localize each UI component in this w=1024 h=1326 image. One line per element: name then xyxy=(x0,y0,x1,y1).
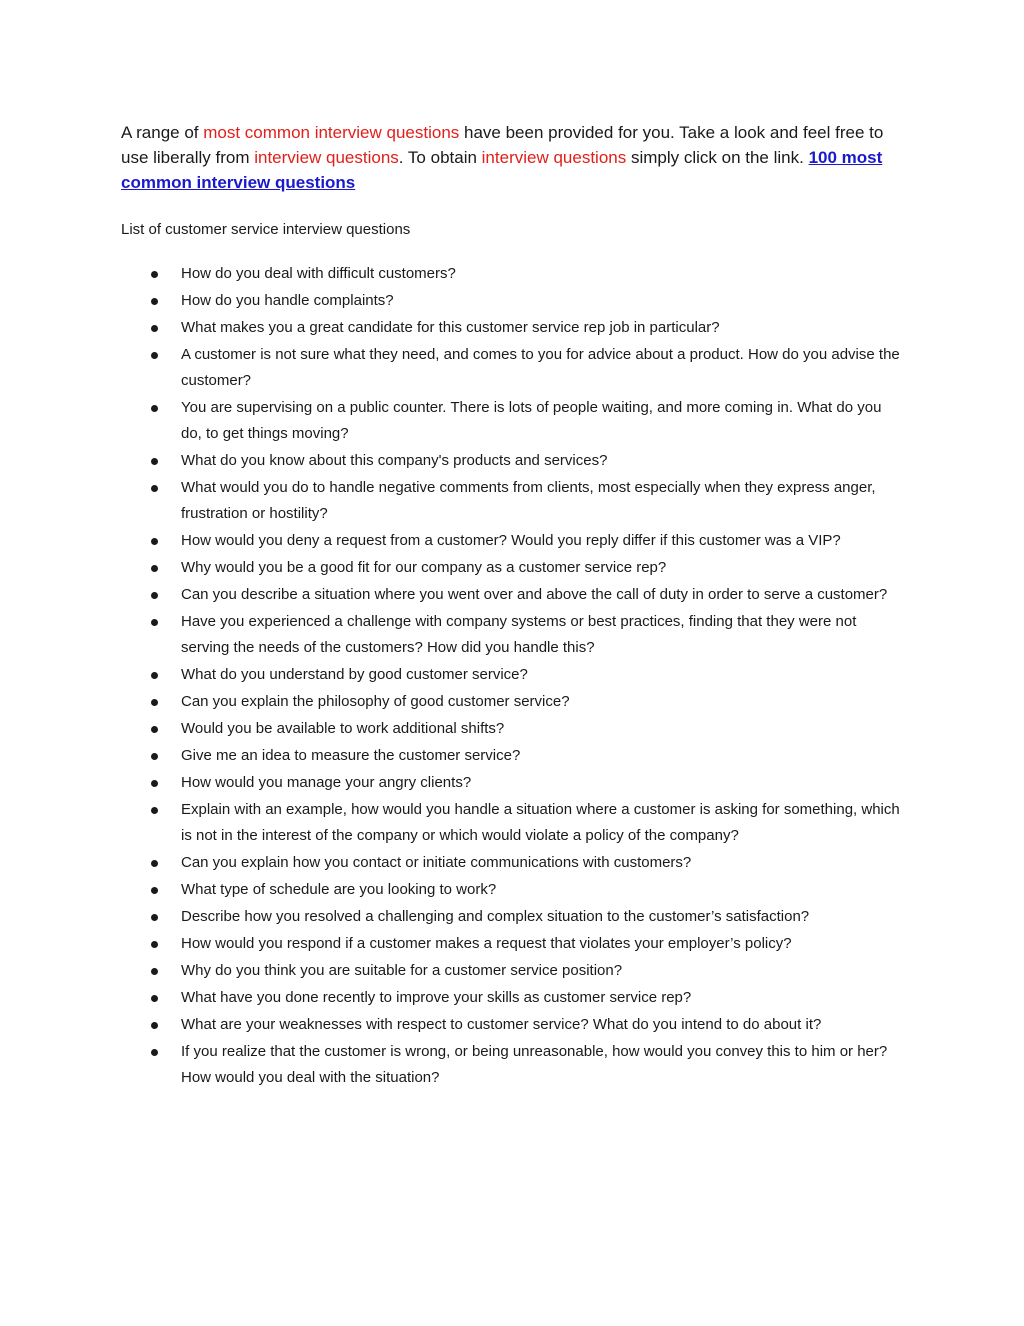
question-item xyxy=(121,662,901,688)
question-item xyxy=(121,342,901,394)
intro-highlight-3: interview questions xyxy=(481,148,627,167)
question-text: Would you be available to work additional shifts? xyxy=(181,720,505,737)
bullet-icon xyxy=(151,860,158,867)
document-content xyxy=(121,120,901,1092)
question-text: Can you explain the philosophy of good customer service? xyxy=(181,693,570,710)
question-item xyxy=(121,743,901,769)
intro-text-1: A range of xyxy=(121,123,204,142)
bullet-icon xyxy=(151,405,158,412)
question-item xyxy=(121,689,901,715)
questions-list xyxy=(121,261,901,1091)
bullet-icon xyxy=(151,271,158,278)
question-text: If you realize that the customer is wrong, or being unreasonable, how would you convey this to him or her? How would you deal with the situation? xyxy=(181,1043,888,1086)
question-item xyxy=(121,395,901,447)
bullet-icon xyxy=(151,995,158,1002)
question-item xyxy=(121,315,901,341)
question-item xyxy=(121,555,901,581)
question-text: What makes you a great candidate for this customer service rep job in particular? xyxy=(181,319,720,336)
bullet-icon xyxy=(151,298,158,305)
bullet-icon xyxy=(151,887,158,894)
question-item xyxy=(121,904,901,930)
intro-paragraph xyxy=(121,120,901,195)
question-item xyxy=(121,985,901,1011)
question-text: Explain with an example, how would you handle a situation where a customer is asking for something, which is not in the interest of the company or which would violate a policy of the company? xyxy=(181,801,900,844)
intro-text-4: simply click on the link. xyxy=(626,148,809,167)
question-item xyxy=(121,797,901,849)
bullet-icon xyxy=(151,565,158,572)
bullet-icon xyxy=(151,672,158,679)
question-text: Give me an idea to measure the customer service? xyxy=(181,747,521,764)
question-text: You are supervising on a public counter. There is lots of people waiting, and more coming in. What do you do, to get things moving? xyxy=(181,399,882,442)
question-item xyxy=(121,261,901,287)
question-item xyxy=(121,716,901,742)
intro-highlight-2: interview questions xyxy=(254,148,399,167)
question-text: How do you handle complaints? xyxy=(181,292,394,309)
bullet-icon xyxy=(151,807,158,814)
intro-text-2: have been provided for you. Take a look and feel free to use liberally from xyxy=(121,123,884,167)
question-text: How would you manage your angry clients? xyxy=(181,774,472,791)
bullet-icon xyxy=(151,780,158,787)
question-item xyxy=(121,528,901,554)
question-text: Describe how you resolved a challenging and complex situation to the customer’s satisfaction? xyxy=(181,908,810,925)
question-text: Can you explain how you contact or initiate communications with customers? xyxy=(181,854,692,871)
question-text: Can you describe a situation where you went over and above the call of duty in order to serve a customer? xyxy=(181,586,888,603)
question-text: What have you done recently to improve your skills as customer service rep? xyxy=(181,989,692,1006)
question-text: How would you respond if a customer makes a request that violates your employer’s policy? xyxy=(181,935,792,952)
question-text: What are your weaknesses with respect to customer service? What do you intend to do about it? xyxy=(181,1016,822,1033)
bullet-icon xyxy=(151,352,158,359)
bullet-icon xyxy=(151,458,158,465)
question-item xyxy=(121,475,901,527)
question-text: A customer is not sure what they need, and comes to you for advice about a product. How do you advise the customer? xyxy=(181,346,900,389)
question-text: How do you deal with difficult customers? xyxy=(181,265,456,282)
bullet-icon xyxy=(151,1049,158,1056)
bullet-icon xyxy=(151,699,158,706)
question-item xyxy=(121,877,901,903)
question-text: Why would you be a good fit for our company as a customer service rep? xyxy=(181,559,667,576)
bullet-icon xyxy=(151,485,158,492)
bullet-icon xyxy=(151,753,158,760)
question-item xyxy=(121,931,901,957)
question-text: Have you experienced a challenge with company systems or best practices, finding that they were not serving the needs of the customers? How did you handle this? xyxy=(181,613,857,656)
question-item xyxy=(121,1012,901,1038)
question-item xyxy=(121,582,901,608)
bullet-icon xyxy=(151,592,158,599)
question-item xyxy=(121,1039,901,1091)
question-item xyxy=(121,958,901,984)
question-item xyxy=(121,770,901,796)
bullet-icon xyxy=(151,325,158,332)
question-item xyxy=(121,609,901,661)
question-text: What type of schedule are you looking to work? xyxy=(181,881,497,898)
bullet-icon xyxy=(151,941,158,948)
list-title: List of customer service interview questions xyxy=(121,221,411,238)
question-text: What would you do to handle negative comments from clients, most especially when they express anger, frustration or hostility? xyxy=(181,479,876,522)
bullet-icon xyxy=(151,914,158,921)
question-item xyxy=(121,448,901,474)
bullet-icon xyxy=(151,538,158,545)
bullet-icon xyxy=(151,968,158,975)
intro-highlight-1: most common interview questions xyxy=(203,123,460,142)
question-text: How would you deny a request from a customer? Would you reply differ if this customer was a VIP? xyxy=(181,532,841,549)
intro-text-3: . To obtain xyxy=(398,148,482,167)
bullet-icon xyxy=(151,726,158,733)
question-text: Why do you think you are suitable for a customer service position? xyxy=(181,962,623,979)
questions-link[interactable]: 100 most common interview questions xyxy=(121,148,883,192)
question-item xyxy=(121,850,901,876)
question-item xyxy=(121,288,901,314)
question-text: What do you know about this company's products and services? xyxy=(181,452,608,469)
question-text: What do you understand by good customer service? xyxy=(181,666,528,683)
bullet-icon xyxy=(151,619,158,626)
bullet-icon xyxy=(151,1022,158,1029)
